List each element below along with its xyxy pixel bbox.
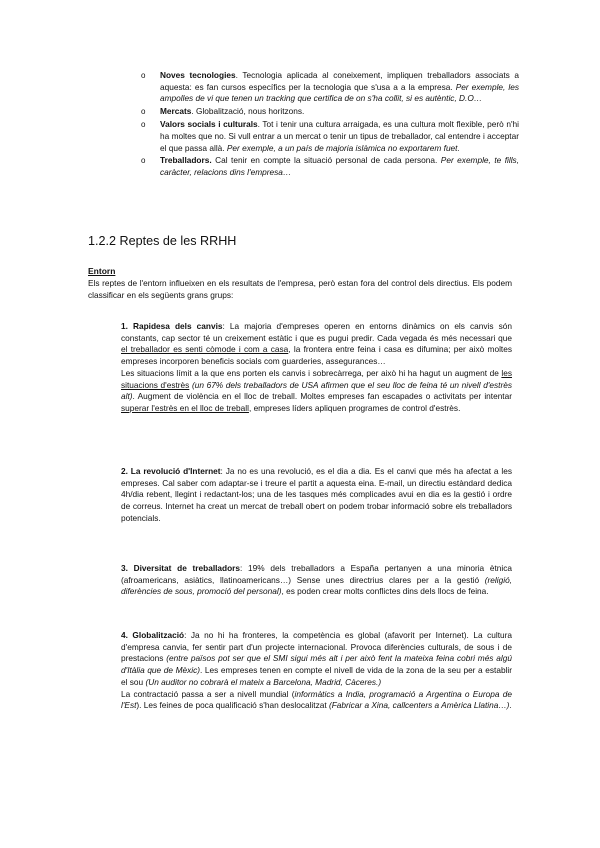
item-title: 4. Globalització (121, 630, 185, 640)
underlined-text: el treballador es senti còmode i com a casa (121, 344, 289, 355)
bullet-list (141, 70, 519, 180)
bullet-title: Treballadors. (160, 155, 212, 166)
bullet-title: Valors socials i culturals (160, 119, 258, 130)
section-title: 1.2.2 Reptes de les RRHH (88, 234, 237, 248)
bullet-example: Per exemple, te fills, caràcter, relacions dins l'empresa… (160, 155, 519, 178)
item-diversitat (121, 563, 512, 598)
bullet-text: Cal tenir en compte la situació personal de cada persona. (211, 155, 441, 166)
item-title: 3. Diversitat de treballadors (121, 563, 241, 573)
bullet-example: Per exemple, a un país de majoria islàmica no exportarem fuet. (226, 142, 460, 153)
bullet-treballadors (141, 155, 519, 178)
item-text: ). Les feines de poca qualificació s'han deslocalitzat (136, 700, 329, 711)
item-text: : 19% dels treballadors a España pertanyen a una minoria ètnica (afroamericans, asiàtics, llatinoamericans…) Sense unes directrius clares per a la gestió (121, 563, 513, 585)
underlined-text: les situacions d'estrès (121, 367, 512, 390)
underlined-text: superar l'estrès en el lloc de treball (121, 402, 249, 413)
item-text: : Ja no es una revolució, es el dia a dia. Es el canvi que més ha afectat a les empreses. Cal saber com adaptar-se i treure el partit a aquesta eina. E-mail, un directiu estàndard dedica 4h/dia rebent, llegint i redactant-los; una de les tasques més complicades avui en dia es la gestió i ordre de correus. Internet ha creat un mercat de treball obert on podem trobar informació sobre els treballadors potencials. (121, 466, 513, 523)
italic-text: (Un auditor no cobrarà el mateix a Barcelona, Madrid, Càceres.) (145, 676, 382, 687)
item-text: . Augment de violència en el lloc de treball. Moltes empreses fan escapades o activitats per intentar (132, 391, 512, 402)
item-text: : La majoria d'empreses operen en entorns dinàmics on els canvis són constants, cap sector té un creixement estàtic i que es pugui predir. Cada vegada és més necessari que (121, 321, 512, 343)
bullet-noves-tecnologies (141, 70, 519, 105)
item-text: Les situacions límit a la que ens porten els canvis i sobrecàrrega, per això hi ha hagut un augment de (121, 367, 502, 378)
item-text: . Les empreses tenen en compte el nivell de vida de la zona de la seu per a establir el sou (121, 665, 513, 687)
item-title: 2. La revolució d'Internet (121, 466, 221, 476)
revolucio-paragraph (121, 466, 512, 525)
bullet-mercats (141, 106, 519, 118)
item-globalitzacio (121, 630, 512, 712)
item-text: La contractació passa a ser a nivell mundial ( (121, 688, 295, 699)
bullet-text: . Tecnologia aplicada al coneixement, impliquen treballadors associats a aquesta: es fan cursos específics per la tecnologia que s'usa a a la empresa. (160, 70, 519, 92)
bullet-text: . Globalització, nous horitzons. (191, 106, 305, 117)
item-text: . (509, 700, 512, 711)
bullet-marker-icon: o (141, 156, 146, 166)
italic-text: (entre països pot ser que el SMI sigui més alt i per això fent la mateixa feina cobri més algú d'Itàlia que de Mèxic) (121, 653, 512, 676)
globalitzacio-paragraph-1 (121, 630, 512, 689)
bullet-title: Mercats (160, 106, 192, 117)
diversitat-paragraph (121, 563, 512, 598)
rapidesa-paragraph-1 (121, 321, 512, 368)
bullet-title: Noves tecnologies (160, 70, 236, 80)
entorn-heading: Entorn (88, 266, 116, 276)
rapidesa-paragraph-2 (121, 368, 512, 415)
entorn-intro: Els reptes de l'entorn influeixen en els resultats de l'empresa, però estan fora del control dels directius. Els podem classificar en els següents grans grups: (88, 278, 512, 300)
item-text: : Ja no hi ha fronteres, la competència es global (afavorit per Internet). La cultura d'empresa canvia, fer sentir part d'un projecte internacional. Provoca diferències culturals, de sous i de prestacions (121, 630, 513, 664)
bullet-text: . Tot i tenir una cultura arraigada, es una cultura molt flexible, però n'hi ha moltes que no. Si vull entrar a un mercat o tenir un tipus de treballador, cal entendre i acceptar el que passa allà. (160, 119, 519, 153)
bullet-marker-icon: o (141, 107, 146, 117)
item-revolucio-internet (121, 466, 512, 525)
italic-text: (un 67% dels treballadors de USA afirmen que el seu lloc de feina té un nivell d'estrès alt) (121, 379, 513, 402)
item-title: 1. Rapidesa dels canvis (121, 321, 223, 331)
item-text: , es poden crear molts conflictes dins dels llocs de feina. (281, 586, 489, 597)
italic-text: (Fabricar a Xina, callcenters a Amèrica Llatina…) (328, 700, 510, 711)
item-text: , la frontera entre feina i casa es difumina; per això moltes empreses incorporen beneficis socials com guarderies, assegurances… (121, 344, 512, 367)
item-text: , empreses líders apliquen programes de control d'estrès. (248, 402, 461, 413)
globalitzacio-paragraph-2 (121, 689, 512, 712)
bullet-valors-socials (141, 119, 519, 154)
item-rapidesa (121, 321, 512, 415)
bullet-marker-icon: o (141, 120, 146, 130)
bullet-marker-icon: o (141, 71, 146, 80)
bullet-example: Per exemple, les ampolles de vi que tenen un tracking que certifica de on s'ha collit, si es autèntic, D.O… (160, 81, 519, 104)
italic-text: (religió, diferències de sous, promoció del personal) (121, 574, 512, 597)
italic-text: informàtics a India, programació a Argentina o Europa de l'Est (121, 688, 512, 711)
